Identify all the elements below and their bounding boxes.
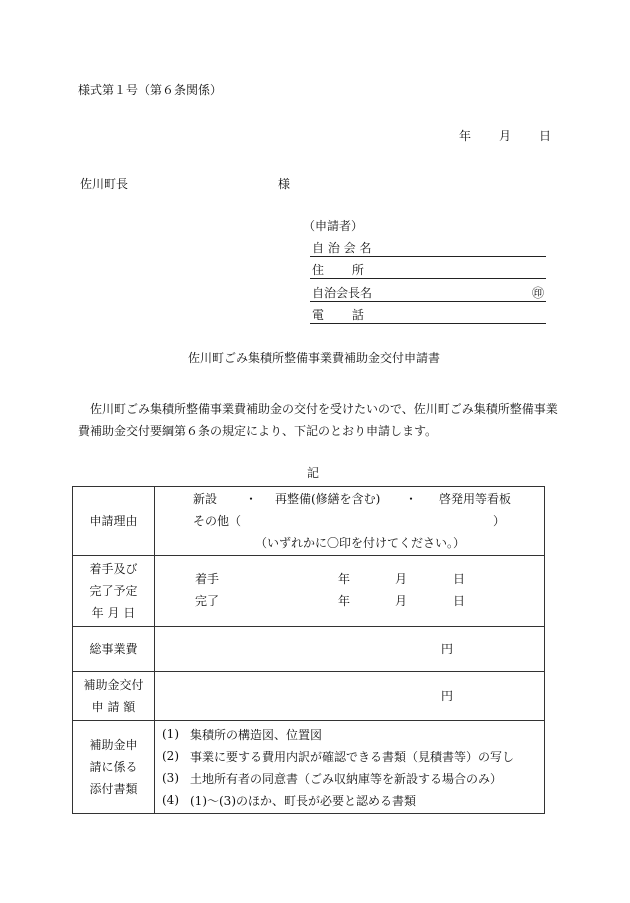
attachment-item: (2) 事業に要する費用内訳が確認できる書類（見積書等）の写し — [162, 749, 515, 764]
applicant-heading: （申請者） — [303, 219, 364, 233]
reason-option-renovation[interactable]: 再整備(修繕を含む) — [275, 492, 381, 506]
schedule-label-line-3: 年 月 日 — [91, 606, 136, 620]
reason-option-new[interactable]: 新設 — [193, 492, 218, 506]
reason-separator-2: ・ — [405, 492, 418, 506]
schedule-end-label: 完了 — [195, 594, 220, 608]
reason-option-signboard[interactable]: 啓発用等看板 — [439, 492, 512, 506]
applicant-address-input-line[interactable] — [310, 278, 546, 279]
reason-separator-1: ・ — [245, 492, 258, 506]
attachments-label — [73, 721, 155, 814]
row-schedule — [73, 556, 545, 627]
body-text-line-1: 佐川町ごみ集積所整備事業費補助金の交付を受けたいので、佐川町ごみ集積所整備事業 — [90, 402, 558, 416]
applicant-phone-input-line[interactable] — [310, 323, 546, 324]
schedule-end-day[interactable]: 日 — [453, 594, 466, 608]
grant-amount-cell[interactable] — [155, 672, 545, 721]
reason-option-other[interactable]: その他（ — [193, 514, 242, 528]
schedule-start-month[interactable]: 月 — [395, 572, 408, 586]
attachment-item: (1) 集積所の構造図、位置図 — [162, 727, 323, 742]
date-day-field[interactable]: 日 — [539, 129, 552, 143]
attachments-label-line-1: 補助金申 — [89, 738, 138, 752]
grant-amount-unit: 円 — [441, 689, 454, 703]
reason-label: 申請理由 — [73, 487, 155, 556]
grant-amount-label — [73, 672, 155, 721]
grant-amount-label-line-2: 申 請 額 — [91, 700, 136, 714]
schedule-start-day[interactable]: 日 — [453, 572, 466, 586]
schedule-label-line-2: 完了予定 — [89, 584, 138, 598]
total-cost-label: 総事業費 — [73, 627, 155, 672]
grant-amount-label-line-1: 補助金交付 — [83, 678, 144, 692]
reason-cell[interactable] — [155, 487, 545, 556]
row-grant-amount — [73, 672, 545, 721]
attachments-cell — [155, 721, 545, 814]
total-cost-unit: 円 — [441, 642, 454, 656]
total-cost-cell[interactable] — [155, 627, 545, 672]
schedule-start-label: 着手 — [195, 572, 220, 586]
form-number: 様式第１号（第６条関係） — [78, 83, 223, 97]
applicant-association-input-line[interactable] — [310, 256, 546, 257]
applicant-label-chairman: 自治会長名 — [312, 286, 373, 300]
schedule-end-month[interactable]: 月 — [395, 594, 408, 608]
schedule-label — [73, 556, 155, 627]
schedule-label-line-1: 着手及び — [89, 562, 138, 576]
reason-note: （いずれかに〇印を付けてください。） — [255, 536, 466, 550]
document-title: 佐川町ごみ集積所整備事業費補助金交付申請書 — [188, 351, 441, 365]
seal-mark: ㊞ — [532, 286, 545, 300]
attachment-item: (3) 土地所有者の同意書（ごみ収納庫等を新設する場合のみ） — [162, 771, 503, 786]
addressee-honorific: 様 — [278, 177, 291, 191]
applicant-label-address: 住 所 — [312, 263, 364, 277]
schedule-cell[interactable] — [155, 556, 545, 627]
addressee-name: 佐川町長 — [80, 177, 129, 191]
ki-heading: 記 — [307, 466, 320, 480]
application-table — [72, 486, 545, 814]
schedule-end-year[interactable]: 年 — [338, 594, 351, 608]
applicant-label-phone: 電 話 — [312, 308, 364, 322]
attachment-item: (4) (1)～(3)のほか、町長が必要と認める書類 — [162, 793, 416, 808]
date-year-field[interactable]: 年 — [459, 129, 472, 143]
applicant-label-association: 自 治 会 名 — [312, 241, 372, 255]
row-attachments — [73, 721, 545, 814]
applicant-chairman-input-line[interactable] — [310, 301, 546, 302]
row-total-cost — [73, 627, 545, 672]
body-text-line-2: 費補助金交付要綱第６条の規定により、下記のとおり申請します。 — [78, 424, 438, 438]
attachments-label-line-2: 請に係る — [89, 760, 138, 774]
row-reason — [73, 487, 545, 556]
attachments-label-line-3: 添付書類 — [89, 782, 138, 796]
reason-other-close: ） — [493, 514, 506, 528]
date-month-field[interactable]: 月 — [499, 129, 512, 143]
schedule-start-year[interactable]: 年 — [338, 572, 351, 586]
